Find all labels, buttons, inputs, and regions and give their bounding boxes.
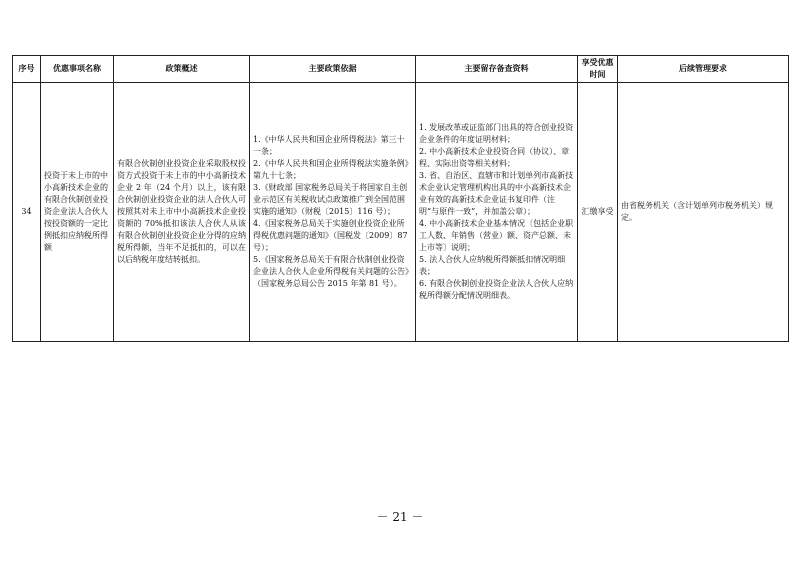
row-time: 汇缴享受 <box>578 83 618 342</box>
basis-item: 5.《国家税务总局关于有限合伙制创业投资企业法人合伙人企业所得税有关问题的公告》（国家税务总局公告 2015 年第 81 号）。 <box>253 255 409 288</box>
header-time: 享受优惠时间 <box>578 56 618 83</box>
row-materials <box>416 83 578 342</box>
material-item: 6. 有限合伙制创业投资企业法人合伙人应纳税所得额分配情况明细表。 <box>419 279 574 300</box>
header-materials: 主要留存备查资料 <box>416 56 578 83</box>
basis-item: 2.《中华人民共和国企业所得税法实施条例》第九十七条； <box>253 159 409 180</box>
basis-item: 4.《国家税务总局关于实施创业投资企业所得税优惠问题的通知》（国税发〔2009〕87 号）； <box>253 219 408 252</box>
policy-table <box>12 55 789 342</box>
material-item: 1. 发展改革或证监部门出具的符合创业投资企业条件的年度证明材料； <box>419 123 574 144</box>
row-overview: 有限合伙制创业投资企业采取股权投资方式投资于未上市的中小高新技术企业 2 年（24 个月）以上，该有限合伙制创业投资企业的法人合伙人可按照其对未上市中小高新技术企业投资额的 70%抵扣该法人合伙人从该有限合伙制创业投资企业分得的应纳税所得额，当年不足抵扣的，可以在以后纳税年度结转抵扣。 <box>114 83 250 342</box>
page-number: － 21 － <box>376 510 424 524</box>
header-basis: 主要政策依据 <box>250 56 416 83</box>
basis-item: 3.《财政部 国家税务总局关于将国家自主创业示范区有关税收试点政策推广到全国范围实施的通知》（财税〔2015〕116 号）； <box>253 183 408 216</box>
header-followup: 后续管理要求 <box>618 56 789 83</box>
material-item: 4. 中小高新技术企业基本情况〔包括企业职工人数、年销售（营业）额、资产总额、未上市等〕说明； <box>419 219 574 252</box>
material-item: 5. 法人合伙人应纳税所得额抵扣情况明细表； <box>419 255 566 276</box>
row-no: 34 <box>13 83 41 342</box>
header-no: 序号 <box>13 56 41 83</box>
table-row <box>13 83 789 342</box>
material-item: 2. 中小高新技术企业投资合同（协议）、章程、实际出资等相关材料； <box>419 147 570 168</box>
material-item: 3. 省、自治区、直辖市和计划单列市高新技术企业认定管理机构出具的中小高新技术企业有效的高新技术企业证书复印件（注明“与原件一致”，并加盖公章）； <box>419 171 574 216</box>
table-header-row <box>13 56 789 83</box>
row-followup: 由省税务机关（含计划单列市税务机关）规定。 <box>618 83 789 342</box>
basis-item: 1.《中华人民共和国企业所得税法》第三十一条； <box>253 135 405 156</box>
header-item-name: 优惠事项名称 <box>41 56 114 83</box>
header-overview: 政策概述 <box>114 56 250 83</box>
row-basis <box>250 83 416 342</box>
row-item-name: 投资于未上市的中小高新技术企业的有限合伙制创业投资企业法人合伙人按投资额的一定比例抵扣应纳税所得额 <box>41 83 114 342</box>
